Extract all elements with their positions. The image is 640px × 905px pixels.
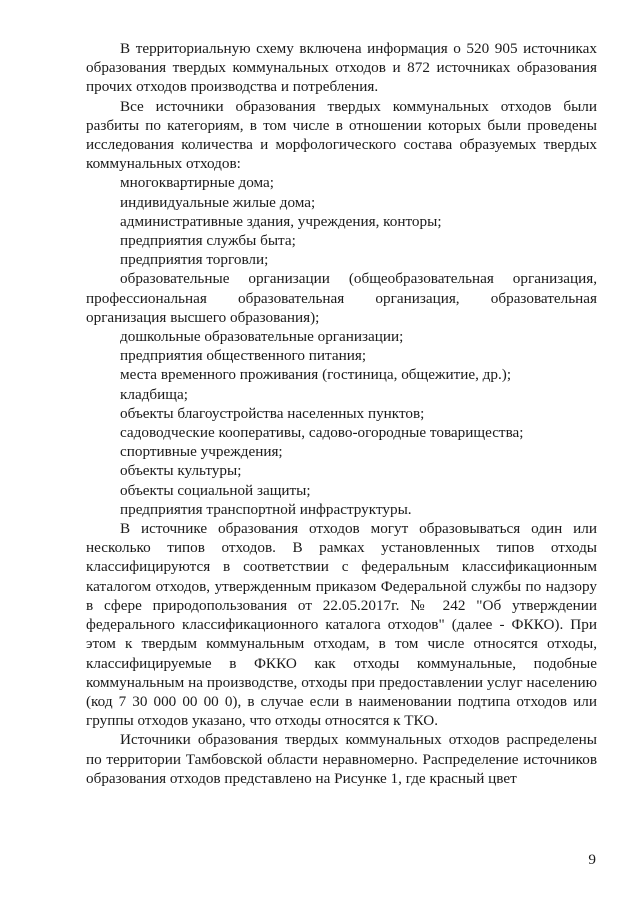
list-item: предприятия транспортной инфраструктуры. <box>120 500 412 518</box>
list-item: кладбища; <box>120 385 188 403</box>
list-item: спортивные учреждения; <box>120 443 283 461</box>
paragraph-categories-intro: Все источники образования твердых коммунальных отходов были разбиты по категориям, в том числе в отношении которых были проведены исследования количества и морфологического состава образуемых твердых коммунальных отходов: <box>86 97 597 173</box>
categories-list <box>86 173 597 519</box>
list-item: места временного проживания (гостиница, общежитие, др.); <box>120 366 512 384</box>
list-item: дошкольные образовательные организации; <box>120 328 404 346</box>
list-item: предприятия службы быта; <box>120 232 296 250</box>
paragraph-fkko: В источнике образования отходов могут образовываться один или несколько типов отходов. В рамках установленных типов отходы классифицируются в соответствии с федеральным классификационным каталогом отходов, утвержденным приказом Федеральной службы по надзору в сфере природопользования от 22.05.2017г. № 242 "Об утверждении федерального классификационного каталога отходов" (далее - ФККО). При этом к твердым коммунальным отходам, в том числе относятся отходы, классифицируемые в ФККО как отходы коммунальные, подобные коммунальным на производстве, отходы при предоставлении услуг населению (код 7 30 000 00 00 0), в случае если в наименовании подтипа отходов или группы отходов указано, что отходы относятся к ТКО. <box>86 520 597 730</box>
list-item: предприятия торговли; <box>120 251 269 269</box>
list-item: объекты культуры; <box>120 462 242 480</box>
list-item: объекты благоустройства населенных пунктов; <box>120 404 425 422</box>
document-body <box>86 39 597 788</box>
list-item: объекты социальной защиты; <box>120 481 311 499</box>
paragraph-distribution: Источники образования твердых коммунальных отходов распределены по территории Тамбовской области неравномерно. Распределение источников образования отходов представлено на Рисунке 1, где красный цвет <box>86 731 597 787</box>
list-item: индивидуальные жилые дома; <box>120 193 316 211</box>
list-item: административные здания, учреждения, конторы; <box>120 212 442 230</box>
list-item: предприятия общественного питания; <box>120 347 367 365</box>
list-item: образовательные организации (общеобразовательная организация, профессиональная образовательная организация, образовательная организация высшего образования); <box>86 270 597 326</box>
list-item: садоводческие кооперативы, садово-огородные товарищества; <box>120 424 524 442</box>
page-number: 9 <box>588 851 596 868</box>
paragraph-sources-count: В территориальную схему включена информация о 520 905 источниках образования твердых коммунальных отходов и 872 источниках образования прочих отходов производства и потребления. <box>86 40 597 96</box>
list-item: многоквартирные дома; <box>120 174 274 192</box>
